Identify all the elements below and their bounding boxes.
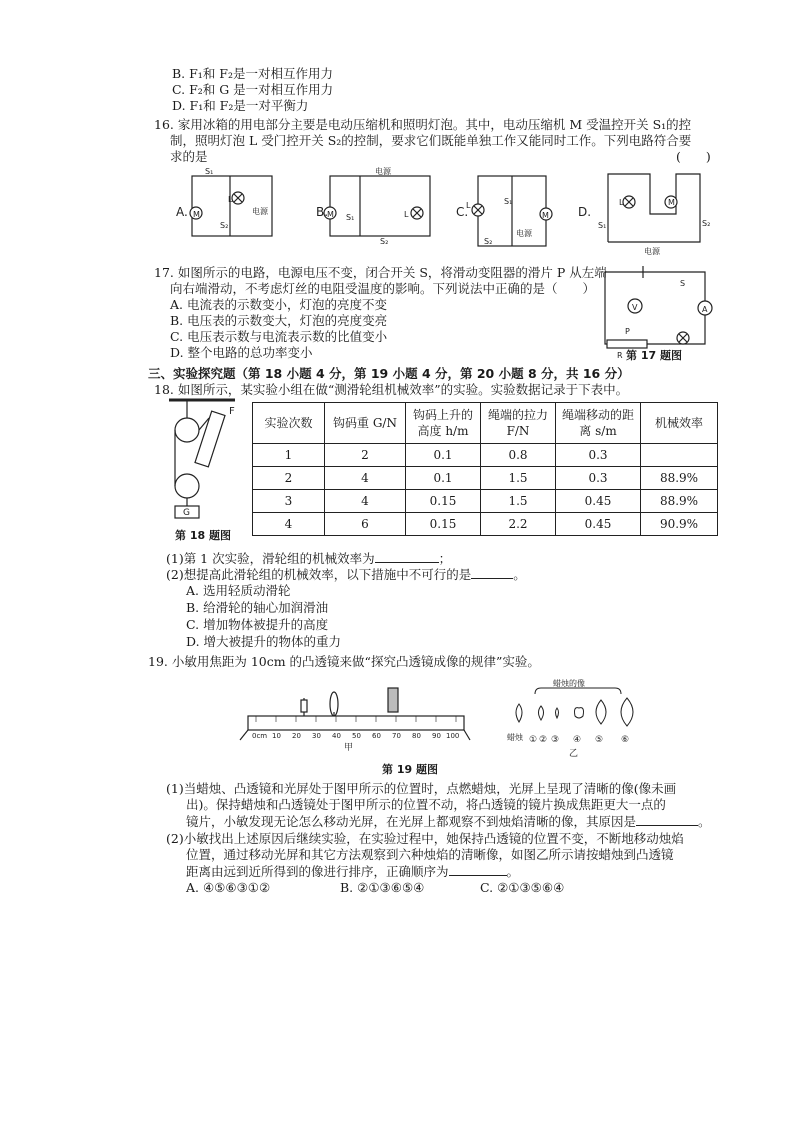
q16-b-s1-label: S₁ [346, 213, 355, 222]
q17-line-2: 向右端滑动，不考虑灯丝的电阻受温度的影响。下列说法中正确的是（ ） [170, 281, 596, 296]
table-header: 钩码上升的高度 h/m [406, 403, 481, 444]
image-number-5: ⑤ [595, 735, 604, 745]
q16-d-m-label: M [668, 198, 675, 207]
bench-tick-100: 100 [446, 732, 460, 740]
q19-candle-image-label: 蜡烛的像 [553, 679, 585, 688]
q15-option-c: C. F₂和 G 是一对相互作用力 [172, 82, 334, 97]
table-cell: 1.5 [481, 490, 556, 513]
q16-option-a-letter: A. [176, 205, 188, 219]
q16-c-s1-label: S₁ [504, 197, 513, 206]
q18-f-label: F [229, 406, 235, 417]
image-number-2: ② [539, 735, 548, 745]
q16-line-3: 求的是 [170, 149, 208, 164]
q15-option-d: D. F₁和 F₂是一对平衡力 [172, 98, 309, 113]
q18-option-d: D. 增大被提升的物体的重力 [186, 634, 342, 649]
bench-tick-30: 30 [312, 732, 321, 740]
bench-tick-20: 20 [292, 732, 301, 740]
q16-b-l-label: L [404, 210, 409, 219]
table-header: 绳端的拉力 F/N [481, 403, 556, 444]
q18-sub-1 [166, 550, 451, 567]
bench-tick-70: 70 [392, 732, 401, 740]
q16-answer-bracket: ( ) [676, 149, 711, 164]
bench-tick-10: 10 [272, 732, 281, 740]
q17-p-label: P [625, 327, 630, 336]
q19-sub-2-line-3 [186, 863, 519, 880]
table-cell: 0.3 [556, 444, 641, 467]
q17-option-b: B. 电压表的示数变大，灯泡的亮度变亮 [170, 313, 388, 328]
q19-sub-2-line-3-text: 距离由远到近所得到的像进行排序，正确顺序为 [186, 864, 449, 879]
q19-candle-images-figure [505, 679, 655, 764]
q19-sub-2-line-1: (2)小敏找出上述原因后继续实验，在实验过程中，她保持凸透镜的位置不变，不断地移动烛焰 [166, 831, 684, 846]
q16-line-2: 制，照明灯泡 L 受门控开关 S₂的控制，要求它们既能单独工作又能同时工作。下列电路符合要 [170, 133, 692, 148]
table-cell: 0.8 [481, 444, 556, 467]
table-cell: 4 [325, 467, 406, 490]
q17-circuit-diagram [595, 262, 745, 362]
table-cell [641, 444, 718, 467]
q16-b-s2-label: S₂ [380, 237, 389, 246]
q16-a-m-label: M [193, 210, 200, 219]
table-cell: 2 [325, 444, 406, 467]
q19-sub-2-line-2: 位置，通过移动光屏和其它方法观察到六种烛焰的清晰像，如图乙所示请按蜡烛到凸透镜 [186, 847, 674, 862]
q19-fig-yi-label: 乙 [569, 749, 579, 759]
table-row [253, 513, 718, 536]
table-cell: 0.45 [556, 513, 641, 536]
table-cell: 88.9% [641, 467, 718, 490]
table-cell: 2.2 [481, 513, 556, 536]
q19-sub-2-end: 。 [506, 864, 520, 879]
q16-c-s2-label: S₂ [484, 237, 493, 246]
table-cell: 0.1 [406, 444, 481, 467]
q16-d-s2-label: S₂ [702, 219, 711, 228]
q16-c-l-label: L [466, 201, 471, 210]
q19-sub-1-line-1: (1)当蜡烛、凸透镜和光屏处于图甲所示的位置时，点燃蜡烛，光屏上呈现了清晰的像(像未画 [166, 781, 677, 796]
q18-pulley-diagram [165, 398, 255, 518]
q16-a-l-label: L [228, 195, 233, 204]
q16-c-power-label: 电源 [516, 229, 532, 238]
bench-tick-90: 90 [432, 732, 441, 740]
q16-option-d-letter: D. [578, 205, 592, 219]
table-header: 钩码重 G/N [325, 403, 406, 444]
q18-g-label: G [183, 508, 190, 518]
q18-figure-caption: 第 18 题图 [175, 529, 231, 542]
q18-intro: 18. 如图所示，某实验小组在做“测滑轮组机械效率”的实验。实验数据记录于下表中。 [154, 382, 629, 397]
q16-b-power-label: 电源 [375, 167, 391, 176]
bench-tick-0: 0cm [252, 732, 268, 740]
q18-sub-2-text: (2)想提高此滑轮组的机械效率，以下措施中不可行的是 [166, 567, 472, 582]
q16-a-s1-label: S₁ [205, 167, 214, 176]
q19-option-c: C. ②①③⑤⑥④ [480, 880, 565, 895]
q18-option-b: B. 给滑轮的轴心加润滑油 [186, 600, 329, 615]
q19-sub-1-line-3 [186, 813, 711, 830]
q17-option-d: D. 整个电路的总功率变小 [170, 345, 313, 360]
table-cell: 0.45 [556, 490, 641, 513]
q16-option-b-letter: B. [316, 205, 329, 219]
image-number-4: ④ [573, 735, 582, 745]
q19-option-a: A. ④⑤⑥③①② [186, 880, 271, 895]
q18-sub-1-text: (1)第 1 次实验，滑轮组的机械效率为 [166, 551, 375, 566]
q17-s-label: S [680, 279, 686, 288]
q17-option-c: C. 电压表示数与电流表示数的比值变小 [170, 329, 388, 344]
q18-sub-1-end: ； [438, 551, 452, 566]
q16-d-power-label: 电源 [644, 247, 660, 256]
q19-answer-blank-1[interactable] [636, 813, 698, 826]
table-cell: 90.9% [641, 513, 718, 536]
q18-sub-2 [166, 566, 526, 583]
q19-sub-1-end: 。 [698, 814, 711, 829]
q18-option-c: C. 增加物体被提升的高度 [186, 617, 329, 632]
q16-line-1: 16. 家用冰箱的用电部分主要是电动压缩机和照明灯泡。其中，电动压缩机 M 受温控开关 S₁的控 [154, 117, 692, 132]
section-3-heading: 三、实验探究题（第 18 小题 4 分，第 19 小题 4 分，第 20 小题 8 分，共 16 分） [148, 366, 630, 381]
q17-line-1: 17. 如图所示的电路，电源电压不变，闭合开关 S，将滑动变阻器的滑片 P 从左端 [154, 265, 607, 280]
table-cell: 6 [325, 513, 406, 536]
table-cell: 3 [253, 490, 325, 513]
table-cell: 2 [253, 467, 325, 490]
q16-d-l-label: L [619, 198, 624, 207]
bench-tick-50: 50 [352, 732, 361, 740]
q19-sub-1-line-3-text: 镜片，小敏发现无论怎么移动光屏，在光屏上都观察不到烛焰清晰的像，其原因是 [186, 814, 637, 829]
table-cell: 1 [253, 444, 325, 467]
table-row [253, 467, 718, 490]
q19-intro: 19. 小敏用焦距为 10cm 的凸透镜来做“探究凸透镜成像的规律”实验。 [148, 654, 540, 669]
table-cell: 0.1 [406, 467, 481, 490]
table-cell: 1.5 [481, 467, 556, 490]
q18-answer-blank-2[interactable] [471, 566, 513, 579]
image-number-1: ① [529, 735, 538, 745]
table-header: 绳端移动的距离 s/m [556, 403, 641, 444]
q16-d-s1-label: S₁ [598, 221, 607, 230]
q18-data-table [252, 402, 718, 536]
bench-tick-60: 60 [372, 732, 381, 740]
image-number-3: ③ [551, 735, 560, 745]
table-row [253, 444, 718, 467]
bench-tick-80: 80 [412, 732, 421, 740]
q16-b-m-label: M [327, 210, 334, 219]
q19-figure-caption: 第 19 题图 [382, 763, 438, 776]
table-header: 实验次数 [253, 403, 325, 444]
q19-fig-jia-label: 甲 [344, 743, 354, 753]
table-cell: 0.15 [406, 490, 481, 513]
table-row [253, 490, 718, 513]
q17-r-label: R [617, 351, 623, 360]
q19-optical-bench-figure [240, 684, 470, 754]
q16-a-s2-label: S₂ [220, 221, 229, 230]
q17-v-label: V [632, 303, 638, 312]
q18-sub-2-end: 。 [513, 567, 526, 582]
table-cell: 0.15 [406, 513, 481, 536]
q19-answer-blank-2[interactable] [449, 863, 507, 876]
q17-a-label: A [702, 305, 708, 314]
bench-tick-40: 40 [332, 732, 341, 740]
table-cell: 88.9% [641, 490, 718, 513]
q16-option-c-letter: C. [456, 205, 469, 219]
table-cell: 4 [253, 513, 325, 536]
table-cell: 0.3 [556, 467, 641, 490]
table-header: 机械效率 [641, 403, 718, 444]
q17-figure-caption: 第 17 题图 [626, 349, 682, 362]
q18-answer-blank-1[interactable] [375, 550, 439, 563]
q19-sub-1-line-2: 出)。保持蜡烛和凸透镜处于图甲所示的位置不动，将凸透镜的镜片换成焦距更大一点的 [186, 797, 666, 812]
q16-c-m-label: M [542, 211, 549, 220]
q15-option-b: B. F₁和 F₂是一对相互作用力 [172, 66, 333, 81]
table-cell: 4 [325, 490, 406, 513]
q16-circuit-diagrams [0, 164, 794, 254]
q19-candle-label: 蜡烛 [507, 733, 523, 742]
q17-option-a: A. 电流表的示数变小，灯泡的亮度不变 [170, 297, 387, 312]
q18-option-a: A. 选用轻质动滑轮 [186, 583, 291, 598]
q16-a-power-label: 电源 [252, 207, 268, 216]
image-number-6: ⑥ [621, 735, 630, 745]
q19-option-b: B. ②①③⑥⑤④ [340, 880, 425, 895]
